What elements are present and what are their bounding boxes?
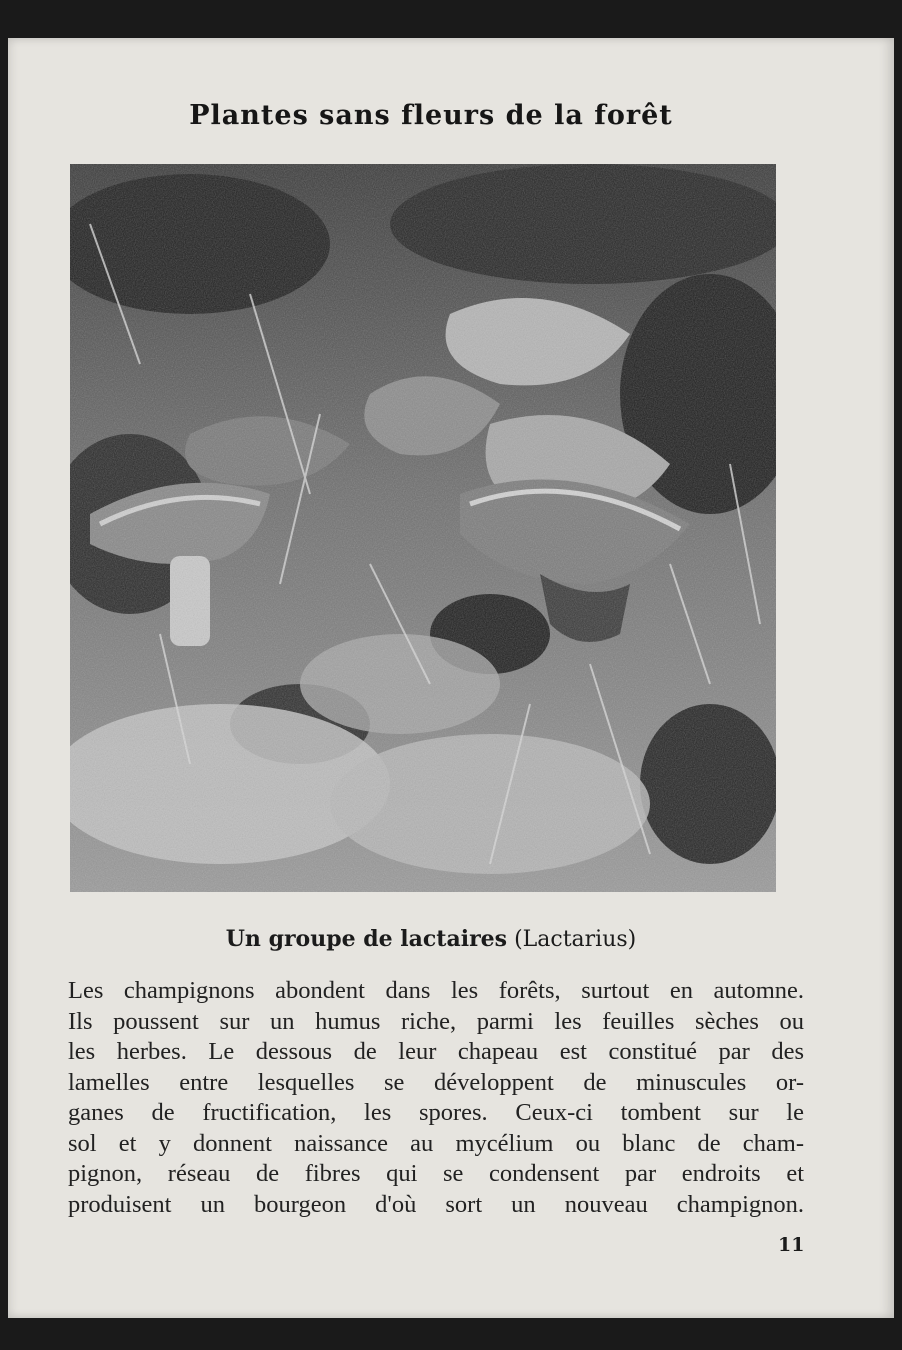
mushroom-photo <box>70 164 776 892</box>
body-line: les herbes. Le dessous de leur chapeau est constitué par des <box>68 1038 804 1065</box>
book-page <box>8 38 894 1318</box>
page-number: 11 <box>778 1234 805 1256</box>
body-line: Ils poussent sur un humus riche, parmi les feuilles sèches ou <box>68 1007 804 1035</box>
page-title: Plantes sans fleurs de la forêt <box>189 100 673 131</box>
body-line: Les champignons abondent dans les forêts, surtout en automne. <box>68 977 804 1004</box>
body-paragraph <box>68 976 804 1220</box>
photo-caption <box>8 926 854 952</box>
body-line: sol et y donnent naissance au mycélium ou blanc de cham- <box>68 1129 804 1157</box>
body-line: produisent un bourgeon d'où sort un nouveau champignon. <box>68 1190 804 1218</box>
body-line: ganes de fructification, les spores. Ceux-ci tombent sur le <box>68 1099 804 1126</box>
caption-latin: (Lactarius) <box>514 927 637 952</box>
body-line: lamelles entre lesquelles se développent de minuscules or- <box>68 1068 804 1096</box>
body-line: pignon, réseau de fibres qui se condensent par endroits et <box>68 1160 804 1187</box>
caption-main: Un groupe de lactaires <box>225 926 508 952</box>
